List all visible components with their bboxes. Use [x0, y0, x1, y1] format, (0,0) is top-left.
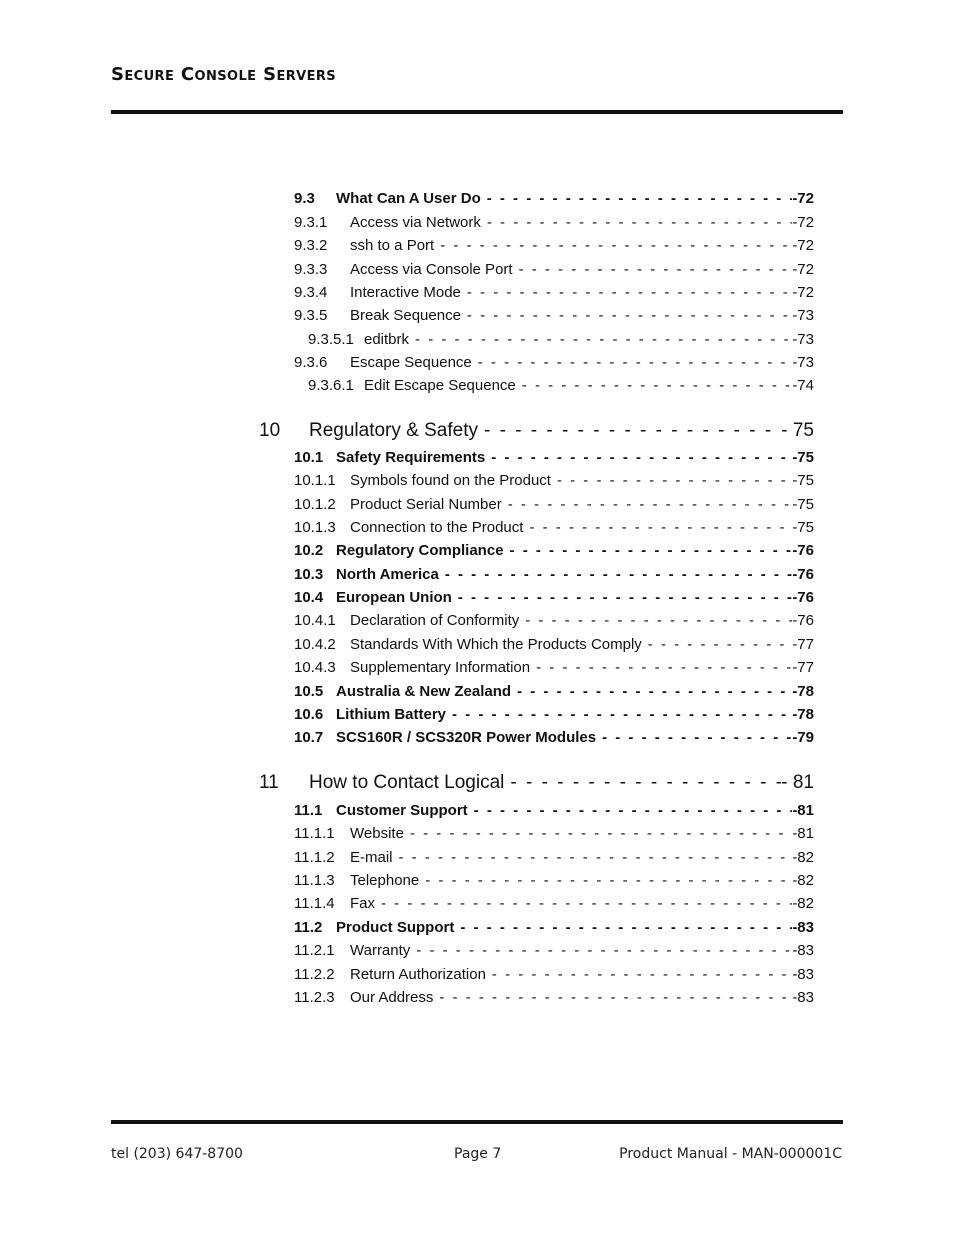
toc-entry-number: 10.7 [294, 729, 324, 746]
toc-entry-title: Interactive Mode [350, 284, 461, 301]
toc-dot-leader [472, 354, 793, 371]
toc-entry-title: Regulatory & Safety [309, 420, 478, 441]
toc-dot-leader [404, 825, 792, 842]
toc-entry-page: -79 [792, 729, 814, 746]
toc-dot-leader [461, 284, 792, 301]
toc-dot-leader [513, 261, 793, 278]
toc-entry [294, 566, 814, 586]
toc-entry-page: -72 [792, 190, 814, 207]
toc-entry-page: -76 [792, 612, 814, 629]
toc-entry [294, 636, 814, 656]
toc-entry-page: -77 [792, 636, 814, 653]
toc-entry-page: - 81 [781, 772, 814, 793]
toc-entry-title: Safety Requirements [336, 449, 486, 466]
footer-phone: tel (203) 647-8700 [111, 1146, 243, 1162]
toc-entry [294, 729, 814, 749]
toc-entry-page: -75 [792, 496, 814, 513]
toc-entry-page: -75 [792, 449, 814, 466]
toc-dot-leader [481, 190, 793, 207]
toc-entry-title: How to Contact Logical [309, 772, 505, 793]
toc-dot-leader [409, 331, 792, 348]
toc-dot-leader [410, 942, 792, 959]
toc-entry-title: What Can A User Do [336, 190, 481, 207]
toc-entry-number: 11 [259, 772, 279, 793]
toc-entry-title: Product Serial Number [350, 496, 502, 513]
toc-entry-title: SCS160R / SCS320R Power Modules [336, 729, 597, 746]
toc-entry-number: 10.1.2 [294, 496, 336, 513]
toc-dot-leader [596, 729, 792, 746]
toc-entry-title: Edit Escape Sequence [364, 377, 516, 394]
toc-entry-title: Declaration of Conformity [350, 612, 520, 629]
toc-entry [294, 496, 814, 516]
toc-dot-leader [481, 214, 792, 231]
toc-entry [308, 377, 814, 397]
footer-page-number: Page 7 [454, 1146, 502, 1162]
toc-entry-page: -75 [792, 519, 814, 536]
toc-dot-leader [468, 802, 793, 819]
toc-dot-leader [446, 706, 792, 723]
toc-dot-leader [511, 683, 792, 700]
toc-entry [294, 706, 814, 726]
toc-entry-page: -73 [792, 354, 814, 371]
toc-entry-page: -82 [792, 849, 814, 866]
toc-entry-number: 9.3.1 [294, 214, 328, 231]
toc-entry-page: -72 [792, 214, 814, 231]
toc-dot-leader [375, 895, 792, 912]
toc-entry [294, 542, 814, 562]
toc-entry [259, 420, 814, 444]
toc-entry-number: 10.5 [294, 683, 324, 700]
toc-dot-leader [516, 377, 793, 394]
toc-entry [294, 589, 814, 609]
toc-entry-title: Standards With Which the Products Comply [350, 636, 642, 653]
toc-entry-page: -73 [792, 331, 814, 348]
toc-entry-number: 10.4.3 [294, 659, 336, 676]
toc-entry [294, 214, 814, 234]
toc-dot-leader [530, 659, 792, 676]
toc-entry-number: 11.2.3 [294, 989, 335, 1006]
toc-dot-leader [504, 772, 781, 794]
toc-entry-title: Supplementary Information [350, 659, 531, 676]
toc-entry [294, 919, 814, 939]
toc-entry-number: 10.1.3 [294, 519, 336, 536]
toc-entry-number: 10.4 [294, 589, 324, 606]
toc-entry-page: -78 [792, 706, 814, 723]
toc-entry-page: -78 [792, 683, 814, 700]
toc-entry-title: Website [350, 825, 404, 842]
toc-entry-page: -76 [792, 566, 814, 583]
footer-manual-id: Product Manual - MAN-000001C [619, 1146, 842, 1162]
toc-entry-page: - 75 [781, 420, 814, 441]
toc-entry-number: 10.4.2 [294, 636, 336, 653]
toc-dot-leader [504, 542, 793, 559]
toc-entry [294, 872, 814, 892]
toc-entry-title: Our Address [350, 989, 434, 1006]
toc-entry-page: -81 [792, 802, 814, 819]
toc-entry [294, 449, 814, 469]
toc-entry-title: Customer Support [336, 802, 468, 819]
toc-entry-title: Australia & New Zealand [336, 683, 512, 700]
toc-entry-page: -76 [792, 542, 814, 559]
toc-entry-title: Lithium Battery [336, 706, 447, 723]
toc-dot-leader [486, 966, 792, 983]
toc-entry-title: Warranty [350, 942, 411, 959]
toc-entry-page: -75 [792, 472, 814, 489]
toc-entry-number: 9.3.6.1 [308, 377, 354, 394]
toc-entry-title: Connection to the Product [350, 519, 524, 536]
toc-entry-page: -72 [792, 237, 814, 254]
toc-entry [294, 284, 814, 304]
toc-entry-title: North America [336, 566, 439, 583]
toc-entry-number: 9.3 [294, 190, 315, 207]
toc-entry-title: ssh to a Port [350, 237, 435, 254]
toc-entry [294, 307, 814, 327]
toc-entry-title: E-mail [350, 849, 393, 866]
toc-entry-page: -72 [792, 284, 814, 301]
toc-entry-title: Fax [350, 895, 376, 912]
toc-entry-number: 11.1 [294, 802, 323, 819]
toc-entry-title: editbrk [364, 331, 410, 348]
toc-entry-page: -82 [792, 895, 814, 912]
toc-entry [294, 190, 814, 210]
toc-entry-page: -83 [792, 942, 814, 959]
toc-dot-leader [452, 589, 792, 606]
toc-entry-page: -74 [792, 377, 814, 394]
toc-entry-number: 11.1.4 [294, 895, 335, 912]
toc-entry-title: Return Authorization [350, 966, 486, 983]
toc-entry-title: Regulatory Compliance [336, 542, 504, 559]
toc-entry-number: 11.1.2 [294, 849, 335, 866]
toc-entry-number: 11.1.3 [294, 872, 335, 889]
toc-entry-title: European Union [336, 589, 452, 606]
toc-entry-page: -83 [792, 919, 814, 936]
toc-dot-leader [642, 636, 793, 653]
toc-entry-title: Access via Network [350, 214, 481, 231]
toc-entry [294, 895, 814, 915]
toc-entry [294, 802, 814, 822]
toc-entry [294, 354, 814, 374]
toc-entry-page: -83 [792, 989, 814, 1006]
toc-entry-title: Access via Console Port [350, 261, 513, 278]
toc-entry [294, 612, 814, 632]
toc-entry-number: 9.3.2 [294, 237, 328, 254]
toc-entry [308, 331, 814, 351]
toc-dot-leader [434, 237, 792, 254]
toc-entry-title: Symbols found on the Product [350, 472, 551, 489]
toc-entry [294, 989, 814, 1009]
toc-entry [294, 825, 814, 845]
toc-entry-page: -81 [792, 825, 814, 842]
toc-entry [294, 683, 814, 703]
footer-rule [111, 1120, 843, 1124]
toc-entry-number: 9.3.6 [294, 354, 328, 371]
toc-entry-number: 10 [259, 420, 281, 441]
toc-entry-page: -83 [792, 966, 814, 983]
toc-dot-leader [502, 496, 793, 513]
toc-dot-leader [551, 472, 792, 489]
toc-entry-page: -76 [792, 589, 814, 606]
toc-entry [294, 942, 814, 962]
toc-entry-number: 11.2.2 [294, 966, 335, 983]
toc-entry-number: 9.3.5 [294, 307, 328, 324]
toc-entry [259, 772, 814, 796]
toc-dot-leader [478, 420, 781, 442]
toc-dot-leader [485, 449, 792, 466]
toc-entry-number: 11.2 [294, 919, 323, 936]
toc-entry [294, 261, 814, 281]
toc-dot-leader [519, 612, 792, 629]
toc-entry-number: 10.3 [294, 566, 324, 583]
toc-entry-number: 10.1 [294, 449, 324, 466]
toc-entry-number: 10.2 [294, 542, 324, 559]
toc-entry-page: -73 [792, 307, 814, 324]
toc-entry-title: Telephone [350, 872, 420, 889]
toc-entry-number: 9.3.3 [294, 261, 328, 278]
toc-entry-page: -82 [792, 872, 814, 889]
toc-entry-number: 10.1.1 [294, 472, 336, 489]
toc-entry-number: 10.6 [294, 706, 324, 723]
toc-entry-title: Product Support [336, 919, 455, 936]
toc-dot-leader [419, 872, 792, 889]
toc-entry [294, 519, 814, 539]
toc-entry-page: -77 [792, 659, 814, 676]
page-header-title: Secure Console Servers [111, 64, 337, 85]
toc-entry [294, 849, 814, 869]
toc-entry [294, 966, 814, 986]
toc-entry-page: -72 [792, 261, 814, 278]
toc-dot-leader [454, 919, 792, 936]
toc-entry-title: Escape Sequence [350, 354, 472, 371]
toc-dot-leader [439, 566, 793, 583]
toc-dot-leader [523, 519, 792, 536]
toc-entry-number: 11.1.1 [294, 825, 335, 842]
toc-entry-title: Break Sequence [350, 307, 461, 324]
toc-dot-leader [393, 849, 793, 866]
toc-entry-number: 10.4.1 [294, 612, 336, 629]
toc-dot-leader [433, 989, 792, 1006]
toc-entry [294, 659, 814, 679]
toc-entry-number: 9.3.5.1 [308, 331, 354, 348]
toc-entry-number: 11.2.1 [294, 942, 335, 959]
toc-dot-leader [461, 307, 792, 324]
toc-entry [294, 472, 814, 492]
toc-entry-number: 9.3.4 [294, 284, 328, 301]
toc-entry [294, 237, 814, 257]
